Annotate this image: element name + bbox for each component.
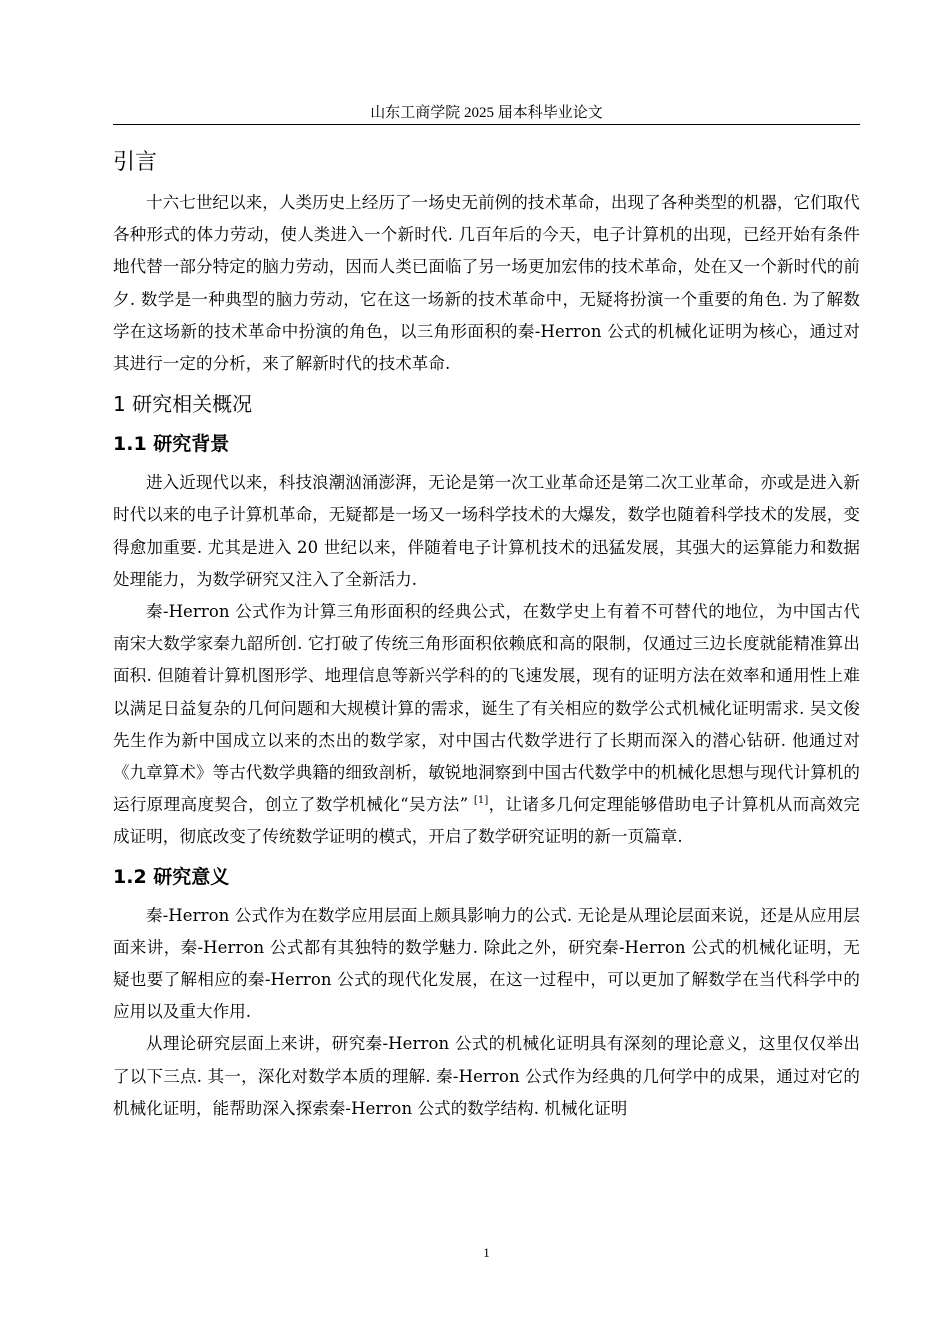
intro-paragraph: 十六七世纪以来，人类历史上经历了一场史无前例的技术革命，出现了各种类型的机器，它们取代各种形式的体力劳动，使人类进入一个新时代. 几百年后的今天，电子计算机的出现，已经开始有条件地代替一部分特定的脑力劳动，因而人类已面临了另一场更加宏伟的技术革命，处在又一个新时代的前夕. 数学是一种典型的脑力劳动，它在这一场新的技术革命中，无疑将扮演一个重要的角色. 为了解数学在这场新的技术革命中扮演的角色，以三角形面积的秦-Herron 公式的机械化证明为核心，通过对其进行一定的分析，来了解新时代的技术革命.	[113, 193, 860, 374]
paragraph-text-before-citation: 秦-Herron 公式作为计算三角形面积的经典公式，在数学史上有着不可替代的地位，为中国古代南宋大数学家秦九韶所创. 它打破了传统三角形面积依赖底和高的限制，仅通过三边长度就能精准算出面积. 但随着计算机图形学、地理信息等新兴学科的的飞速发展，现有的证明方法在效率和通用性上难以满足日益复杂的几何问题和大规模计算的需求，诞生了有关相应的数学公式机械化证明需求. 吴文俊先生作为新中国成立以来的杰出的数学家，对中国古代数学进行了长期而深入的潜心钻研. 他通过对《九章算术》等古代数学典籍的细致剖析，敏锐地洞察到中国古代数学中的机械化思想与现代计算机的运行原理高度契合，创立了数学机械化“吴方法”	[113, 602, 860, 815]
section-1-2-paragraph-1: 秦-Herron 公式作为在数学应用层面上颇具影响力的公式. 无论是从理论层面来说，还是从应用层面来讲，秦-Herron 公式都有其独特的数学魅力. 除此之外，研究秦-Herron 公式的机械化证明，无疑也要了解相应的秦-Herron 公式的现代化发展，在这一过程中，可以更加了解数学在当代科学中的应用以及重大作用.	[113, 905, 860, 1022]
section-1-2-paragraph-2: 从理论研究层面上来讲，研究秦-Herron 公式的机械化证明具有深刻的理论意义，这里仅仅举出了以下三点. 其一，深化对数学本质的理解. 秦-Herron 公式作为经典的几何学中的成果，通过对它的机械化证明，能帮助深入探索秦-Herron 公式的数学结构. 机械化证明	[113, 1034, 860, 1118]
section-1-1-heading: 1.1 研究背景	[113, 433, 230, 456]
page-number: 1	[483, 1245, 490, 1260]
paragraph-text-after-citation: ，让诸多几何定理能够借助电子计算机从而高效完成证明，彻底改变了传统数学证明的模式，开启了数学研究证明的新一页篇章.	[113, 795, 860, 847]
running-header: 山东工商学院 2025 届本科毕业论文	[370, 105, 603, 121]
citation-marker[interactable]: [1]	[473, 795, 489, 807]
header-rule	[113, 124, 860, 125]
section-1-2-heading: 1.2 研究意义	[113, 865, 230, 888]
section-1-1-paragraph-1: 进入近现代以来，科技浪潮汹涌澎湃，无论是第一次工业革命还是第二次工业革命，亦或是进入新时代以来的电子计算机革命，无疑都是一场又一场科学技术的大爆发，数学也随着科学技术的发展，变得愈加重要. 尤其是进入 20 世纪以来，伴随着电子计算机技术的迅猛发展，其强大的运算能力和数据处理能力，为数学研究又注入了全新活力.	[113, 473, 860, 589]
chapter-1-heading: 1 研究相关概况	[113, 392, 253, 417]
page-body	[113, 140, 860, 1125]
intro-heading: 引言	[113, 150, 158, 175]
section-1-1-paragraph-2	[113, 596, 860, 854]
